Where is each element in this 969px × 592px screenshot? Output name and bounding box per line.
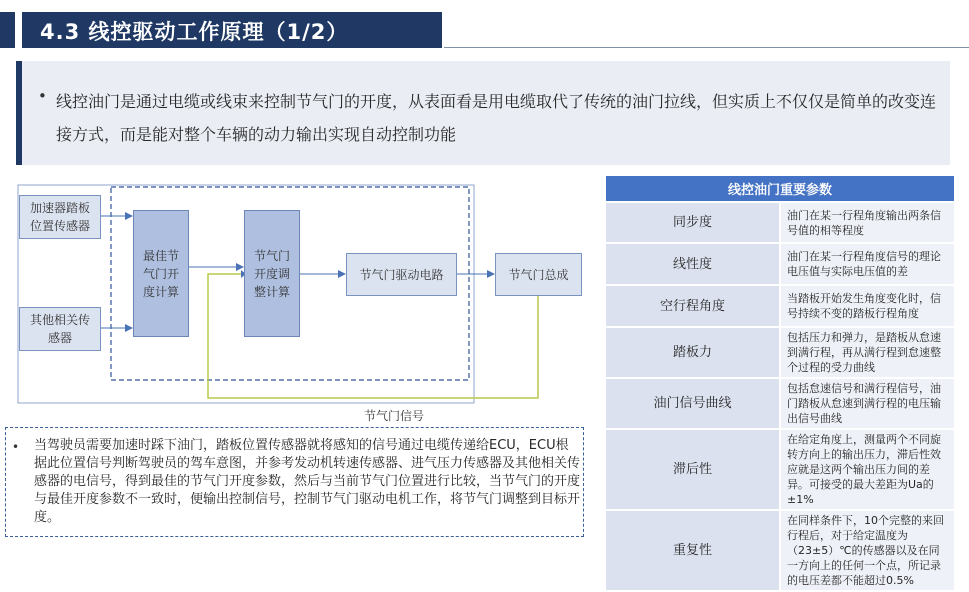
table-row bbox=[605, 378, 955, 429]
intro-text: 线控油门是通过电缆或线束来控制节气门的开度，从表面看是用电缆取代了传统的油门拉线，但实质上不仅仅是简单的改变连接方式，而是能对整个车辆的动力输出实现自动控制功能 bbox=[56, 92, 937, 144]
header-bar bbox=[22, 12, 442, 48]
explanation-note-box bbox=[5, 427, 584, 537]
param-desc: 包括压力和弹力，是踏板从怠速到满行程，再从满行程到怠速整个过程的受力曲线 bbox=[780, 327, 955, 378]
block-throttle-driver-circuit bbox=[346, 253, 457, 296]
params-table-title: 线控油门重要参数 bbox=[605, 175, 955, 202]
note-text: 当驾驶员需要加速时踩下油门，踏板位置传感器就将感知的信号通过电缆传递给ECU，ECU根据此位置信号判断驾驶员的驾车意图，并参考发动机转速传感器、进气压力传感器及其他相关传感器的电信号，得到最佳的节气门开度参数，然后与当前节气门位置进行比较，当节气门的开度与最佳开度参数不一致时，便输出控制信号，控制节气门驱动电机工作，将节气门调整到目标开度。 bbox=[34, 438, 581, 525]
block-other-sensors-label: 其他相关传感器 bbox=[29, 313, 90, 345]
feedback-arrowhead bbox=[241, 270, 246, 278]
param-name: 空行程角度 bbox=[605, 285, 780, 327]
param-name: 同步度 bbox=[605, 202, 780, 243]
param-desc: 包括怠速信号和满行程信号，油门踏板从怠速到满行程的电压输出信号曲线 bbox=[780, 378, 955, 429]
block-optimal-opening-calc bbox=[133, 210, 189, 337]
header-divider bbox=[444, 47, 969, 48]
params-table bbox=[604, 174, 956, 592]
param-name: 踏板力 bbox=[605, 327, 780, 378]
diagram-outer-frame bbox=[18, 185, 474, 403]
block-other-sensors bbox=[19, 307, 101, 351]
table-row bbox=[605, 243, 955, 285]
table-row bbox=[605, 202, 955, 243]
intro-accent-stripe bbox=[16, 61, 22, 165]
page-title: 4.3 线控驱动工作原理（1/2） bbox=[40, 20, 349, 44]
block-throttle-driver-circuit-label: 节气门驱动电路 bbox=[359, 267, 444, 282]
param-name: 线性度 bbox=[605, 243, 780, 285]
params-table-header-row bbox=[605, 175, 955, 202]
table-row bbox=[605, 510, 955, 591]
block-pedal-sensor-label: 加速器踏板位置传感器 bbox=[29, 201, 90, 233]
block-throttle-assembly bbox=[495, 253, 582, 296]
param-desc: 油门在某一行程角度输出两条信号值的相等程度 bbox=[780, 202, 955, 243]
feedback-signal-label: 节气门信号 bbox=[364, 409, 425, 423]
param-desc: 油门在某一行程角度信号的理论电压值与实际电压值的差 bbox=[780, 243, 955, 285]
table-row bbox=[605, 327, 955, 378]
param-desc: 在同样条件下，10个完整的来回行程后，对于给定温度为（23±5）℃的传感器以及在同一方向上的任何一个点，所记录的电压差都不能超过0.5% bbox=[780, 510, 955, 591]
feedback-path bbox=[208, 274, 538, 398]
block-opening-adjust-calc bbox=[244, 210, 300, 337]
table-row bbox=[605, 429, 955, 510]
table-row bbox=[605, 285, 955, 327]
param-name: 重复性 bbox=[605, 510, 780, 591]
header-accent-block bbox=[0, 12, 15, 48]
ecu-dashed-frame bbox=[111, 187, 469, 380]
intro-panel bbox=[16, 61, 950, 165]
block-throttle-assembly-label: 节气门总成 bbox=[508, 267, 569, 282]
block-pedal-sensor bbox=[19, 195, 101, 239]
intro-bullet: • bbox=[38, 87, 47, 105]
block-optimal-opening-calc-label: 最佳节气门开度计算 bbox=[142, 248, 179, 299]
block-opening-adjust-calc-label: 节气门开度调整计算 bbox=[253, 248, 290, 299]
param-name: 滞后性 bbox=[605, 429, 780, 510]
param-desc: 当踏板开始发生角度变化时，信号持续不变的踏板行程角度 bbox=[780, 285, 955, 327]
param-desc: 在给定角度上，测量两个不同旋转方向上的输出压力，滞后性效应就是这两个输出压力间的差异。可接受的最大差距为Ua的±1% bbox=[780, 429, 955, 510]
param-name: 油门信号曲线 bbox=[605, 378, 780, 429]
note-bullet: • bbox=[12, 440, 20, 454]
